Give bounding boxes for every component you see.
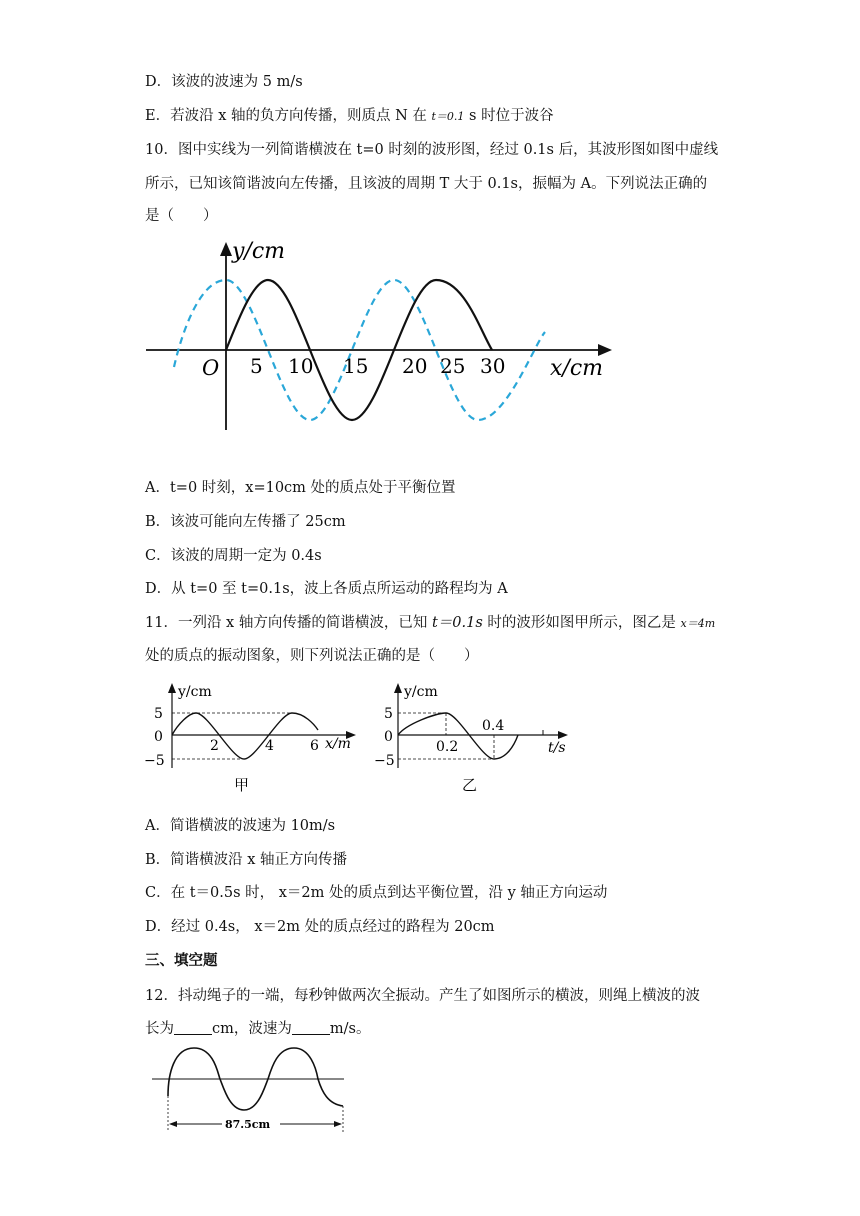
q11-stem-position: x＝4m <box>680 617 716 630</box>
q10-y-axis-arrow <box>220 242 232 256</box>
yi-x-axis-arrow <box>558 731 568 739</box>
q10-tick-label: 25 <box>440 354 466 378</box>
q12-rope-figure <box>148 1044 353 1134</box>
jia-y-max-label: 5 <box>154 706 163 722</box>
q9-option-e-time: t＝0.1 <box>431 110 465 123</box>
q11-figure-jia <box>140 678 370 798</box>
yi-caption: 乙 <box>462 776 478 794</box>
q10-stem-line2: 所示，已知该简谐波向左传播，且该波的周期 T 大于 0.1s，振幅为 A。下列说法正确的 <box>145 176 708 192</box>
q10-origin-label: O <box>202 356 220 380</box>
q10-tick-label: 10 <box>288 354 314 378</box>
q11-figure-yi <box>372 678 582 798</box>
q12-answer-blank-2[interactable] <box>292 1020 330 1035</box>
yi-y-label: y/cm <box>404 684 438 700</box>
q11-option-d: D．经过 0.4s， x＝2m 处的质点经过的路程为 20cm <box>145 919 495 935</box>
q10-stem-line3: 是（ ） <box>145 208 218 224</box>
jia-y-zero-label: 0 <box>154 729 163 745</box>
jia-y-min-label: −5 <box>144 753 165 769</box>
q10-option-a: A．t=0 时刻，x=10cm 处的质点处于平衡位置 <box>145 480 456 496</box>
q12-stem-b: cm，波速为 <box>212 1021 292 1037</box>
q10-option-c: C．该波的周期一定为 0.4s <box>145 548 322 564</box>
q12-answer-blank-1[interactable] <box>174 1020 212 1035</box>
q12-stem-line2 <box>145 1019 370 1039</box>
q10-tick-label: 20 <box>402 354 428 378</box>
q11-stem-mid: 时的波形如图甲所示，图乙是 <box>482 615 681 631</box>
q12-stem-a: 长为 <box>145 1021 174 1037</box>
q10-wave-figure <box>140 230 620 440</box>
q10-stem-line1: 10．图中实线为一列简谐横波在 t=0 时刻的波形图，经过 0.1s 后，其波形图如图中虚线 <box>145 142 719 158</box>
yi-x-label: t/s <box>548 740 566 756</box>
yi-y-axis-arrow <box>394 683 402 693</box>
yi-tick-label: 0.2 <box>436 739 459 755</box>
jia-y-axis-arrow <box>168 683 176 693</box>
q12-dimension-arrow-left <box>169 1121 177 1127</box>
q9-option-e <box>145 106 554 127</box>
q11-option-a: A．简谐横波的波速为 10m/s <box>145 818 336 834</box>
q10-option-d: D．从 t=0 至 t=0.1s，波上各质点所运动的路程均为 A <box>145 581 508 597</box>
q12-stem-line1: 12．抖动绳子的一端，每秒钟做两次全振动。产生了如图所示的横波，则绳上横波的波 <box>145 988 700 1004</box>
jia-wave <box>172 713 318 759</box>
q9-option-e-pre: E．若波沿 x 轴的负方向传播，则质点 N 在 <box>145 108 432 124</box>
q10-x-label: x/cm <box>550 356 604 381</box>
jia-caption: 甲 <box>234 776 250 794</box>
q9-option-d: D．该波的波速为 5 m/s <box>145 74 303 90</box>
q11-stem-line1 <box>145 613 715 634</box>
q11-option-c: C．在 t＝0.5s 时， x＝2m 处的质点到达平衡位置，沿 y 轴正方向运动 <box>145 885 608 901</box>
q12-length-label: 87.5cm <box>225 1118 271 1131</box>
q10-x-axis-arrow <box>598 344 612 356</box>
q11-stem-line2: 处的质点的振动图象，则下列说法正确的是（ ） <box>145 648 479 664</box>
jia-y-label: y/cm <box>178 684 212 700</box>
q12-stem-c: m/s。 <box>329 1021 371 1037</box>
q10-option-b: B．该波可能向左传播了 25cm <box>145 514 346 530</box>
q10-tick-label: 5 <box>250 354 263 378</box>
yi-y-min-label: −5 <box>374 753 395 769</box>
jia-tick-label: 6 <box>310 738 319 754</box>
q10-tick-label: 15 <box>343 354 369 378</box>
yi-tick-label: 0.4 <box>482 718 505 734</box>
q11-option-b: B．简谐横波沿 x 轴正方向传播 <box>145 852 348 868</box>
q12-dimension-arrow-right <box>334 1121 342 1127</box>
jia-x-label: x/m <box>325 736 351 752</box>
q11-stem-time: t＝0.1s <box>431 615 483 631</box>
jia-tick-label: 2 <box>210 738 219 754</box>
jia-tick-label: 4 <box>265 738 274 754</box>
yi-y-max-label: 5 <box>384 706 393 722</box>
section-heading: 三、填空题 <box>145 953 218 969</box>
q10-y-label: y/cm <box>232 239 286 264</box>
q9-option-e-post: s 时位于波谷 <box>464 108 554 124</box>
q11-stem-pre: 11．一列沿 x 轴方向传播的简谐横波，已知 <box>145 615 432 631</box>
yi-y-zero-label: 0 <box>384 729 393 745</box>
q10-tick-label: 30 <box>480 354 506 378</box>
